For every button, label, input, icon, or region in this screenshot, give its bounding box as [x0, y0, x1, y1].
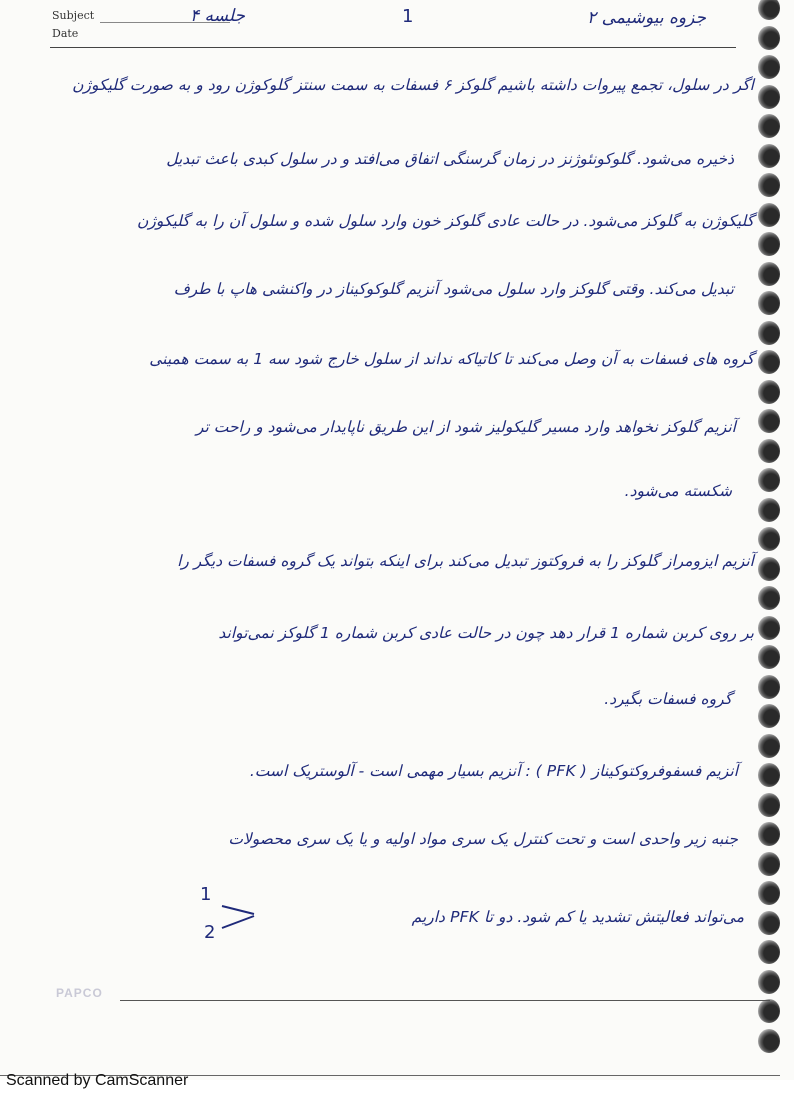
spiral-ring: [758, 350, 780, 374]
spiral-ring: [758, 940, 780, 964]
page-number: 1: [402, 6, 414, 27]
spiral-ring: [758, 704, 780, 728]
paper-brand-watermark: PAPCO: [56, 986, 103, 1000]
spiral-ring: [758, 822, 780, 846]
note-line: گلیکوژن به گلوکز می‌شود. در حالت عادی گلوکز خون وارد سلول شده و سلول آن را به گلیکوژن: [137, 212, 754, 230]
note-line: اگر در سلول، تجمع پیروات داشته باشیم گلوکز ۶ فسفات به سمت سنتز گلوکوژن رود و به صورت گلیکوژن: [72, 76, 754, 94]
spiral-ring: [758, 468, 780, 492]
date-label: Date: [52, 27, 79, 40]
spiral-ring: [758, 380, 780, 404]
spiral-ring: [758, 675, 780, 699]
session-label: جلسه ۴: [190, 6, 245, 26]
spiral-ring: [758, 763, 780, 787]
note-line: جنبه زیر واحدی است و تحت کنترل یک سری مواد اولیه و یا یک سری محصولات: [228, 830, 738, 848]
note-line: تبدیل می‌کند. وقتی گلوکز وارد سلول می‌شود آنزیم گلوکوکیناز در واکنشی هاپ با طرف: [173, 280, 734, 298]
spiral-ring: [758, 1029, 780, 1053]
scanner-watermark: Scanned by CamScanner: [6, 1072, 189, 1089]
spiral-ring: [758, 911, 780, 935]
note-line: ذخیره می‌شود. گلوکونئوژنز در زمان گرسنگی اتفاق می‌افتد و در سلول کبدی باعث تبدیل: [166, 150, 734, 168]
subject-label: Subject: [52, 9, 95, 22]
spiral-ring: [758, 793, 780, 817]
page-title: جزوه بیوشیمی ۲: [587, 8, 706, 28]
note-line: آنزیم فسفوفروکتوکیناز ( PFK ) : آنزیم بسیار مهمی است - آلوستریک است.: [249, 762, 738, 780]
spiral-ring: [758, 999, 780, 1023]
spiral-ring: [758, 55, 780, 79]
spiral-ring: [758, 881, 780, 905]
spiral-ring: [758, 173, 780, 197]
bottom-rule: [120, 1000, 770, 1001]
spiral-ring: [758, 144, 780, 168]
note-line: بر روی کربن شماره 1 قرار دهد چون در حالت عادی کربن شماره 1 گلوکز نمی‌تواند: [218, 624, 754, 642]
spiral-ring: [758, 262, 780, 286]
spiral-ring: [758, 734, 780, 758]
spiral-ring: [758, 321, 780, 345]
spiral-ring: [758, 439, 780, 463]
note-line: شکسته می‌شود.: [624, 482, 732, 500]
note-line: آنزیم ایزومراز گلوکز را به فروکتوز تبدیل می‌کند برای اینکه بتواند یک گروه فسفات دیگر را: [177, 552, 754, 570]
spiral-ring: [758, 203, 780, 227]
branch-arrow-icon: [218, 900, 262, 934]
header-rule: [50, 47, 736, 48]
note-line: گروه های فسفات به آن وصل می‌کند تا کاتیاکه نداند از سلول خارج شود سه 1 به سمت همینی: [149, 350, 754, 368]
spiral-ring: [758, 852, 780, 876]
spiral-ring: [758, 291, 780, 315]
branch-number: 2: [204, 922, 216, 943]
spiral-binding: [750, 0, 780, 1060]
spiral-ring: [758, 616, 780, 640]
note-line: می‌تواند فعالیتش تشدید یا کم شود. دو تا PFK داریم: [411, 908, 744, 926]
spiral-ring: [758, 232, 780, 256]
spiral-ring: [758, 85, 780, 109]
spiral-ring: [758, 498, 780, 522]
spiral-ring: [758, 557, 780, 581]
spiral-ring: [758, 26, 780, 50]
spiral-ring: [758, 409, 780, 433]
spiral-ring: [758, 0, 780, 20]
spiral-ring: [758, 970, 780, 994]
spiral-ring: [758, 114, 780, 138]
note-line: گروه فسفات بگیرد.: [604, 690, 732, 708]
spiral-ring: [758, 586, 780, 610]
spiral-ring: [758, 527, 780, 551]
note-line: آنزیم گلوکز نخواهد وارد مسیر گلیکولیز شود از این طریق ناپایدار می‌شود و راحت تر: [195, 418, 736, 436]
branch-number: 1: [200, 884, 212, 905]
spiral-ring: [758, 645, 780, 669]
